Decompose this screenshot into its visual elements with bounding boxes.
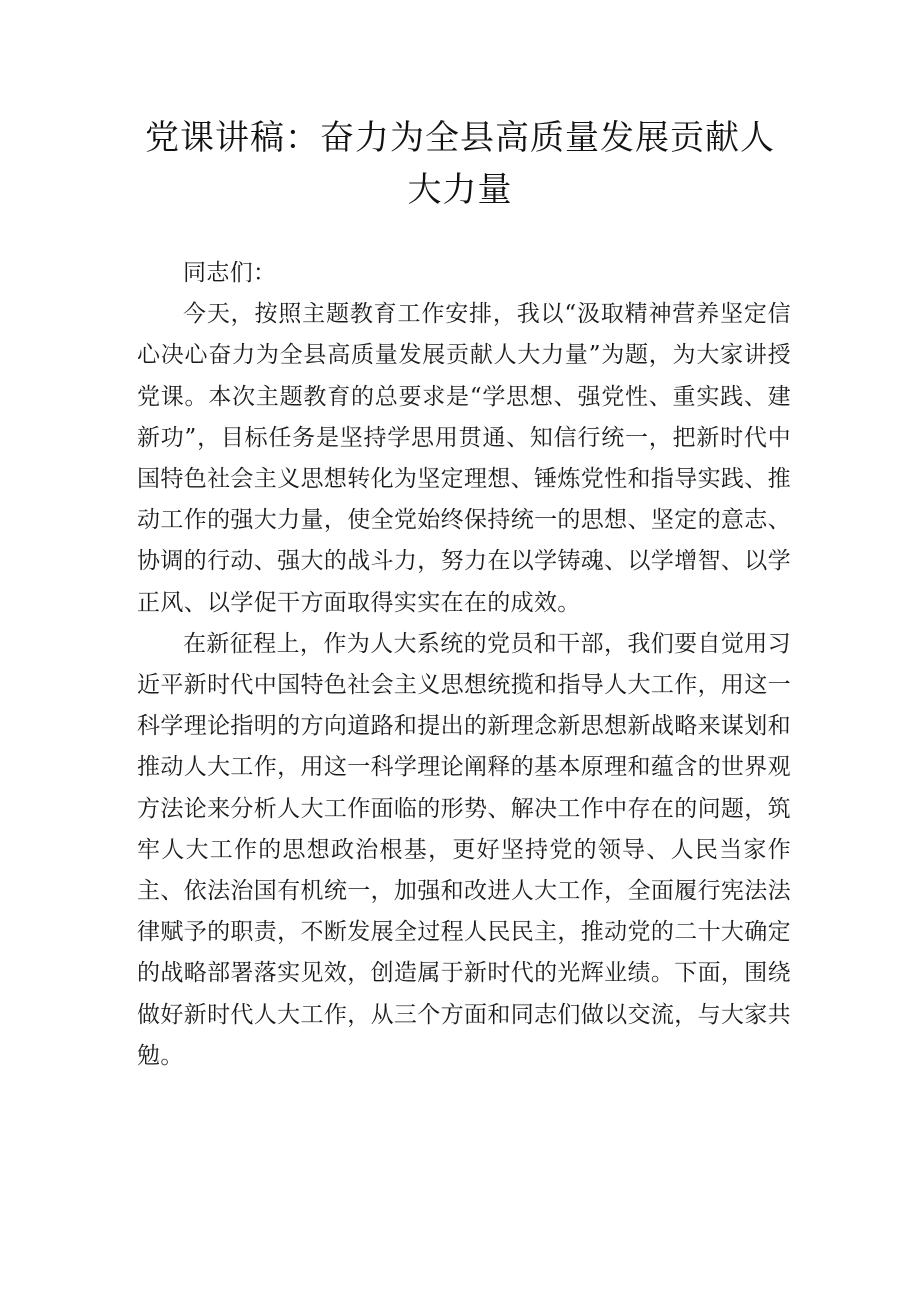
greeting: 同志们： (183, 260, 277, 286)
document-body (137, 253, 791, 1077)
paragraph-main: 在新征程上，作为人大系统的党员和干部，我们要自觉用习近平新时代中国特色社会主义思想统揽和指导人大工作，用这一科学理论指明的方向道路和提出的新理念新思想新战略来谋划和推动人大工作，用这一科学理论阐释的基本原理和蕴含的世界观方法论来分析人大工作面临的形势、解决工作中存在的问题，筑牢人大工作的思想政治根基，更好坚持党的领导、人民当家作主、依法治国有机统一，加强和改进人大工作，全面履行宪法法律赋予的职责，不断发展全过程人民民主，推动党的二十大确定的战略部署落实见效，创造属于新时代的光辉业绩。下面，围绕做好新时代人大工作，从三个方面和同志们做以交流，与大家共勉。 (137, 630, 791, 1069)
paragraph-intro: 今天，按照主题教育工作安排，我以“汲取精神营养坚定信心决心奋力为全县高质量发展贡献人大力量”为题，为大家讲授党课。本次主题教育的总要求是“学思想、强党性、重实践、建新功”，目标任务是坚持学思用贯通、知信行统一，把新时代中国特色社会主义思想转化为坚定理想、锤炼党性和指导实践、推动工作的强大力量，使全党始终保持统一的思想、坚定的意志、协调的行动、强大的战斗力，努力在以学铸魂、以学增智、以学正风、以学促干方面取得实实在在的成效。 (137, 301, 791, 616)
document-title: 党课讲稿：奋力为全县高质量发展贡献人大力量 (145, 118, 775, 210)
